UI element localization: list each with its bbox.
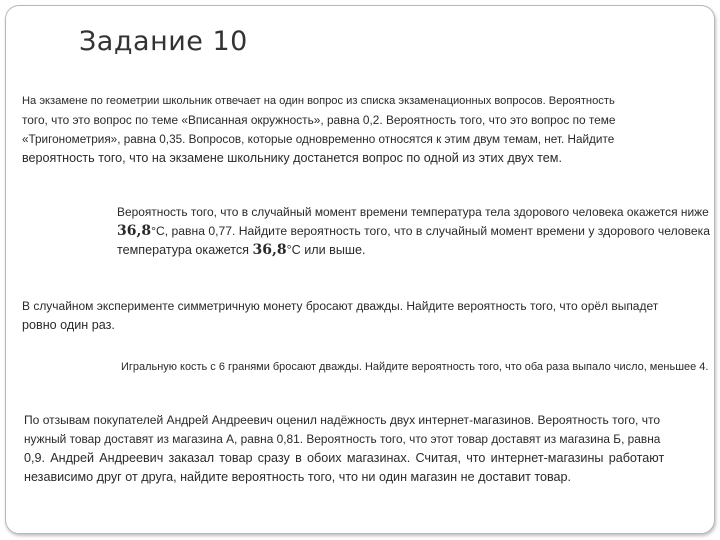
text-line: Вероятность того, что в случайный момент времени температура тела здорового человека окажется ниже: [117, 205, 709, 219]
text-line: 0,9. Андрей Андреевич заказал товар сразу в обоих магазинах. Считая, что интернет-магазины работают: [24, 451, 664, 465]
text-line: На экзамене по геометрии школьник отвечает на один вопрос из списка экзаменационных вопросов. Вероятность: [22, 95, 615, 107]
task-geometry-exam: [22, 92, 618, 168]
task-coin-toss: [22, 297, 662, 335]
text-line: того, что это вопрос по теме «Вписанная окружность», равна 0,2. Вероятность того, что это вопрос по теме: [22, 113, 616, 127]
text-line: Игральную кость с 6 гранями бросают дважды. Найдите вероятность того, что оба раза выпало число, меньшее 4.: [121, 361, 709, 373]
text-fragment: °С или выше.: [286, 243, 366, 257]
text-line: вероятность того, что на экзамене школьнику достанется вопрос по одной из этих двух тем.: [22, 151, 562, 165]
text-line: независимо друг от друга, найдите вероятность того, что ни один магазин не доставит товар.: [24, 470, 572, 484]
text-line: ровно один раз.: [22, 318, 115, 332]
temperature-value: 36,8: [117, 223, 152, 239]
text-line: «Тригонометрия», равна 0,35. Вопросов, которые одновременно относятся к этим двум темам, нет. Найдите: [22, 133, 615, 146]
text-fragment: °С, равна 0,77. Найдите вероятность того, что в случайный момент времени у здорового человека: [151, 224, 710, 238]
slide-frame: [5, 5, 715, 534]
text-line: [117, 241, 712, 260]
task-online-stores: [24, 411, 664, 487]
task-body-temperature: [117, 203, 712, 260]
text-line: По отзывам покупателей Андрей Андреевич оценил надёжность двух интернет-магазинов. Вероятность того, что: [24, 413, 661, 427]
text-line: В случайном эксперименте симметричную монету бросают дважды. Найдите вероятность того, что орёл выпадет: [22, 299, 659, 313]
slide-title: Задание 10: [79, 26, 248, 57]
task-dice-roll: [121, 358, 711, 377]
text-line: [117, 222, 712, 241]
temperature-value: 36,8: [252, 242, 287, 258]
text-fragment: температура окажется: [117, 243, 249, 257]
text-line: нужный товар доставят из магазина А, равна 0,81. Вероятность того, что этот товар доставят из магазина Б, равна: [24, 432, 661, 446]
